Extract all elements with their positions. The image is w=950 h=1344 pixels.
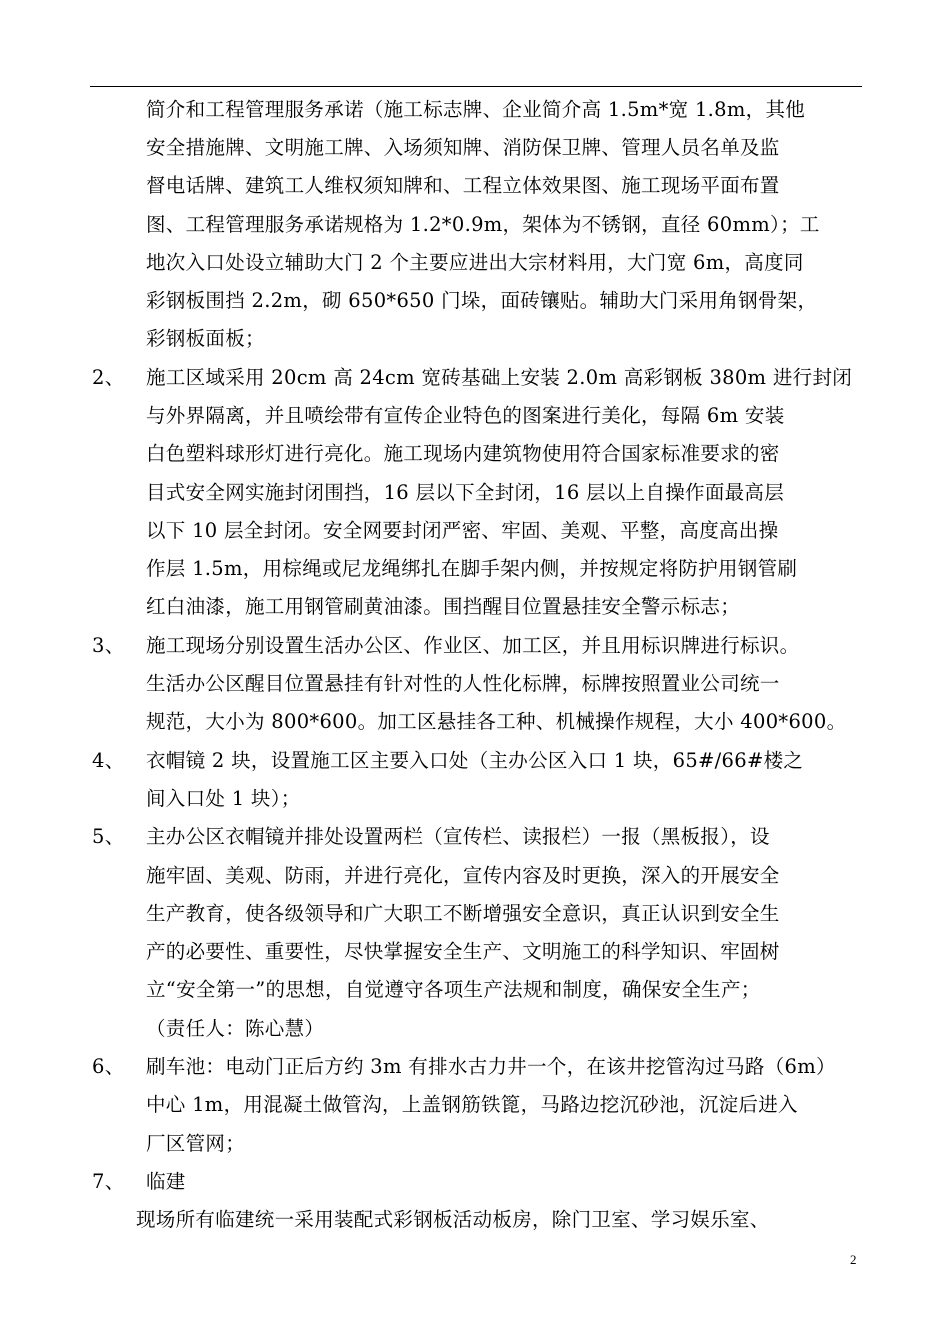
- line-text: 白色塑料球形灯进行亮化。施工现场内建筑物使用符合国家标准要求的密: [146, 442, 780, 465]
- text-line: [0, 209, 950, 241]
- text-line: [0, 1204, 950, 1236]
- list-item-6: [0, 1051, 950, 1083]
- line-text: 产的必要性、重要性，尽快掌握安全生产、文明施工的科学知识、牢固树: [146, 940, 780, 963]
- text-line: [0, 860, 950, 892]
- line-text: 衣帽镜 2 块，设置施工区主要入口处（主办公区入口 1 块，65#/66#楼之: [146, 749, 804, 772]
- text-line: [0, 783, 950, 815]
- line-text: 生活办公区醒目位置悬挂有针对性的人性化标牌，标牌按照置业公司统一: [146, 672, 780, 695]
- list-number: 3、: [92, 634, 125, 657]
- line-text: （责任人：陈心慧）: [146, 1017, 325, 1040]
- line-text: 厂区管网；: [146, 1132, 246, 1155]
- text-line: [0, 1128, 950, 1160]
- text-line: [0, 170, 950, 202]
- line-text: 督电话牌、建筑工人维权须知牌和、工程立体效果图、施工现场平面布置: [146, 174, 780, 197]
- list-number: 6、: [92, 1055, 125, 1078]
- line-text: 施牢固、美观、防雨，并进行亮化，宣传内容及时更换，深入的开展安全: [146, 864, 780, 887]
- text-line: [0, 400, 950, 432]
- line-text: 简介和工程管理服务承诺（施工标志牌、企业简介高 1.5m*宽 1.8m，其他: [146, 98, 806, 121]
- line-text: 刷车池：电动门正后方约 3m 有排水古力井一个，在该井挖管沟过马路（6m）: [146, 1055, 836, 1078]
- line-text: 目式安全网实施封闭围挡，16 层以下全封闭，16 层以上自操作面最高层: [146, 481, 785, 504]
- line-text: 间入口处 1 块）；: [146, 787, 301, 810]
- line-text: 彩钢板围挡 2.2m，砌 650*650 门垛，面砖镶贴。辅助大门采用角钢骨架，: [146, 289, 818, 312]
- text-line: [0, 515, 950, 547]
- line-text: 生产教育，使各级领导和广大职工不断增强安全意识，真正认识到安全生: [146, 902, 780, 925]
- line-text: 规范，大小为 800*600。加工区悬挂各工种、机械操作规程，大小 400*600。: [146, 710, 847, 733]
- list-number: 7、: [92, 1170, 125, 1193]
- list-item-7: [0, 1166, 950, 1198]
- list-item-2: [0, 362, 950, 394]
- line-text: 安全措施牌、文明施工牌、入场须知牌、消防保卫牌、管理人员名单及监: [146, 136, 780, 159]
- line-text: 以下 10 层全封闭。安全网要封闭严密、牢固、美观、平整，高度高出操: [146, 519, 779, 542]
- line-text: 图、工程管理服务承诺规格为 1.2*0.9m，架体为不锈钢，直径 60mm）；工: [146, 213, 820, 236]
- text-line: [0, 94, 950, 126]
- line-text: 施工区域采用 20cm 高 24cm 宽砖基础上安装 2.0m 高彩钢板 380m 进行封闭: [146, 366, 853, 389]
- text-line: [0, 438, 950, 470]
- line-text: 主办公区衣帽镜并排处设置两栏（宣传栏、读报栏）一报（黑板报），设: [146, 825, 770, 848]
- line-text: 临建: [146, 1170, 186, 1193]
- text-line: [0, 898, 950, 930]
- line-text: 中心 1m，用混凝土做管沟，上盖钢筋铁篦，马路边挖沉砂池，沉淀后进入: [146, 1093, 798, 1116]
- line-text: 作层 1.5m，用棕绳或尼龙绳绑扎在脚手架内侧，并按规定将防护用钢管刷: [146, 557, 798, 580]
- line-text: 现场所有临建统一采用装配式彩钢板活动板房，除门卫室、学习娱乐室、: [136, 1208, 770, 1231]
- text-line: [0, 285, 950, 317]
- line-text: 地次入口处设立辅助大门 2 个主要应进出大宗材料用，大门宽 6m，高度同: [146, 251, 804, 274]
- line-text: 施工现场分别设置生活办公区、作业区、加工区，并且用标识牌进行标识。: [146, 634, 800, 657]
- line-text: 立“安全第一”的思想，自觉遵守各项生产法规和制度，确保安全生产；: [146, 978, 761, 1001]
- text-line: [0, 668, 950, 700]
- list-number: 4、: [92, 749, 125, 772]
- list-number: 5、: [92, 825, 125, 848]
- text-line: [0, 323, 950, 355]
- text-line: [0, 247, 950, 279]
- text-line: [0, 706, 950, 738]
- line-text: 红白油漆，施工用钢管刷黄油漆。围挡醒目位置悬挂安全警示标志；: [146, 595, 741, 618]
- page-number: 2: [850, 1252, 857, 1267]
- text-line: [0, 936, 950, 968]
- text-line: [0, 1089, 950, 1121]
- text-line: [0, 974, 950, 1006]
- text-line: [0, 591, 950, 623]
- text-line: [0, 477, 950, 509]
- list-number: 2、: [92, 366, 125, 389]
- text-line: [0, 132, 950, 164]
- text-line: [0, 1013, 950, 1045]
- list-item-3: [0, 630, 950, 662]
- list-item-4: [0, 745, 950, 777]
- text-line: [0, 553, 950, 585]
- list-item-5: [0, 821, 950, 853]
- line-text: 与外界隔离，并且喷绘带有宣传企业特色的图案进行美化，每隔 6m 安装: [146, 404, 785, 427]
- line-text: 彩钢板面板；: [146, 327, 265, 350]
- header-rule: [90, 86, 862, 87]
